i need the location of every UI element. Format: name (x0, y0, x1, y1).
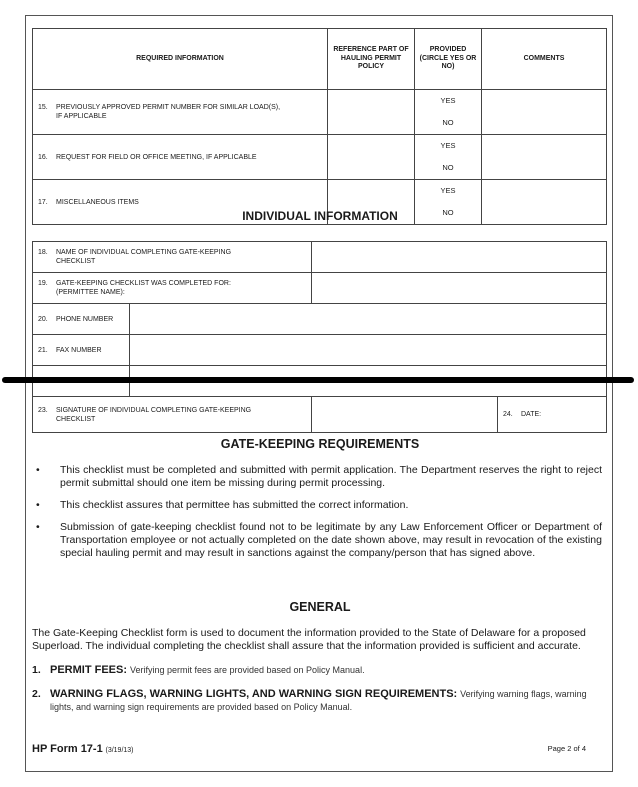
permittee-name-field[interactable] (312, 273, 607, 304)
required-info-cell (33, 135, 328, 180)
field-label (33, 242, 312, 273)
item-label: REQUEST FOR FIELD OR OFFICE MEETING, IF APPLICABLE (56, 153, 257, 161)
required-info-cell (33, 90, 328, 135)
no-option[interactable]: NO (442, 118, 454, 127)
item-heading: WARNING FLAGS, WARNING LIGHTS, AND WARNING SIGN REQUIREMENTS: (50, 688, 458, 700)
general-paragraph: The Gate-Keeping Checklist form is used to document the information provided to the State of Delaware for a proposed Superload. The individual completing the checklist shall assure that the information provided is sufficient and accurate. (32, 627, 586, 652)
date-field[interactable] (498, 397, 607, 433)
item-label-line2: IF APPLICABLE (56, 113, 107, 120)
table-row (33, 90, 607, 135)
no-option[interactable]: NO (442, 208, 454, 217)
header-required-information: REQUIRED INFORMATION (33, 29, 328, 90)
field-label (33, 304, 130, 335)
date-label: DATE: (521, 411, 542, 418)
general-item (32, 688, 600, 714)
requirements-bullet-list (32, 464, 602, 569)
item-number: 20. (38, 315, 48, 323)
comments-cell[interactable] (482, 135, 607, 180)
reference-cell[interactable] (328, 135, 415, 180)
page-footer (32, 743, 600, 755)
header-comments: COMMENTS (482, 29, 607, 90)
bullet-item (32, 521, 602, 560)
general-item (32, 664, 600, 677)
bullet-item (32, 464, 602, 490)
item-label: MISCELLANEOUS ITEMS (56, 198, 139, 206)
yes-option[interactable]: YES (440, 141, 456, 150)
general-section (32, 627, 600, 714)
individual-information-title: INDIVIDUAL INFORMATION (242, 209, 398, 223)
redaction-bar (2, 377, 634, 383)
form-revision-date: (3/19/13) (105, 747, 134, 754)
bullet-text: Submission of gate-keeping checklist found not to be legitimate by any Law Enforcement Officer or Department of Transportation employee or not actually completed on the date shown above, may result in revocation of the existing special hauling permit and may result in sanctions against the company/person that has signed above. (60, 521, 602, 559)
bullet-text: This checklist must be completed and submitted with permit application. The Department reserves the right to reject permit submittal should one item be missing during permit processing. (60, 464, 602, 489)
item-label-line2: (PERMITTEE NAME): (56, 289, 125, 296)
item-label: SIGNATURE OF INDIVIDUAL COMPLETING GATE-KEEPING (56, 406, 252, 414)
item-number: 17. (38, 198, 48, 206)
item-number: 2. (32, 688, 41, 700)
header-provided: PROVIDED (CIRCLE YES OR NO) (415, 29, 482, 90)
phone-number-field[interactable] (130, 304, 607, 335)
provided-cell (415, 90, 482, 135)
general-title: GENERAL (289, 600, 351, 614)
header-reference: REFERENCE PART OF HAULING PERMIT POLICY (328, 29, 415, 90)
table-row (33, 335, 607, 366)
yes-option[interactable]: YES (440, 96, 456, 105)
item-number: 21. (38, 346, 48, 354)
field-label (33, 335, 130, 366)
bullet-icon: • (36, 499, 40, 511)
reference-cell[interactable] (328, 90, 415, 135)
table-row (33, 304, 607, 335)
bullet-icon: • (36, 464, 40, 476)
item-label-line2: CHECKLIST (56, 258, 96, 265)
no-option[interactable]: NO (442, 163, 454, 172)
item-label: PHONE NUMBER (56, 315, 114, 323)
comments-cell[interactable] (482, 90, 607, 135)
item-number: 18. (38, 249, 48, 256)
item-label-line2: CHECKLIST (56, 415, 96, 423)
table-header-row (33, 29, 607, 90)
fax-number-field[interactable] (130, 335, 607, 366)
form-page (25, 15, 613, 772)
item-label: GATE-KEEPING CHECKLIST WAS COMPLETED FOR: (56, 280, 231, 287)
page-number: Page 2 of 4 (547, 744, 586, 753)
individual-name-field[interactable] (312, 242, 607, 273)
provided-cell (415, 135, 482, 180)
table-row (33, 273, 607, 304)
yes-option[interactable]: YES (440, 186, 456, 195)
table-row (33, 397, 607, 433)
item-label: PREVIOUSLY APPROVED PERMIT NUMBER FOR SIMILAR LOAD(S), (56, 104, 281, 111)
item-label: NAME OF INDIVIDUAL COMPLETING GATE-KEEPING (56, 249, 232, 256)
item-text: Verifying permit fees are provided based on Policy Manual. (129, 665, 365, 675)
bullet-item (32, 499, 602, 512)
table-row (33, 135, 607, 180)
item-number: 19. (38, 280, 48, 287)
item-number: 23. (38, 406, 48, 414)
item-number: 16. (38, 153, 48, 161)
table-row (33, 242, 607, 273)
item-number: 24. (503, 411, 513, 418)
signature-field[interactable] (312, 397, 498, 433)
item-label: FAX NUMBER (56, 346, 102, 354)
individual-information-table (32, 241, 607, 433)
bullet-text: This checklist assures that permittee has submitted the correct information. (60, 499, 409, 511)
requirements-table (32, 28, 607, 225)
item-number: 1. (32, 664, 41, 676)
form-name: HP Form 17-1 (32, 743, 103, 755)
item-text: Verifying warning flags, warning lights, and warning sign requirements are provided based on Policy Manual. (50, 689, 587, 712)
field-label (33, 397, 312, 433)
field-label (33, 273, 312, 304)
bullet-icon: • (36, 521, 40, 533)
item-number: 15. (38, 104, 48, 111)
item-heading: PERMIT FEES: (50, 664, 128, 676)
gatekeeping-requirements-title: GATE-KEEPING REQUIREMENTS (220, 437, 420, 451)
